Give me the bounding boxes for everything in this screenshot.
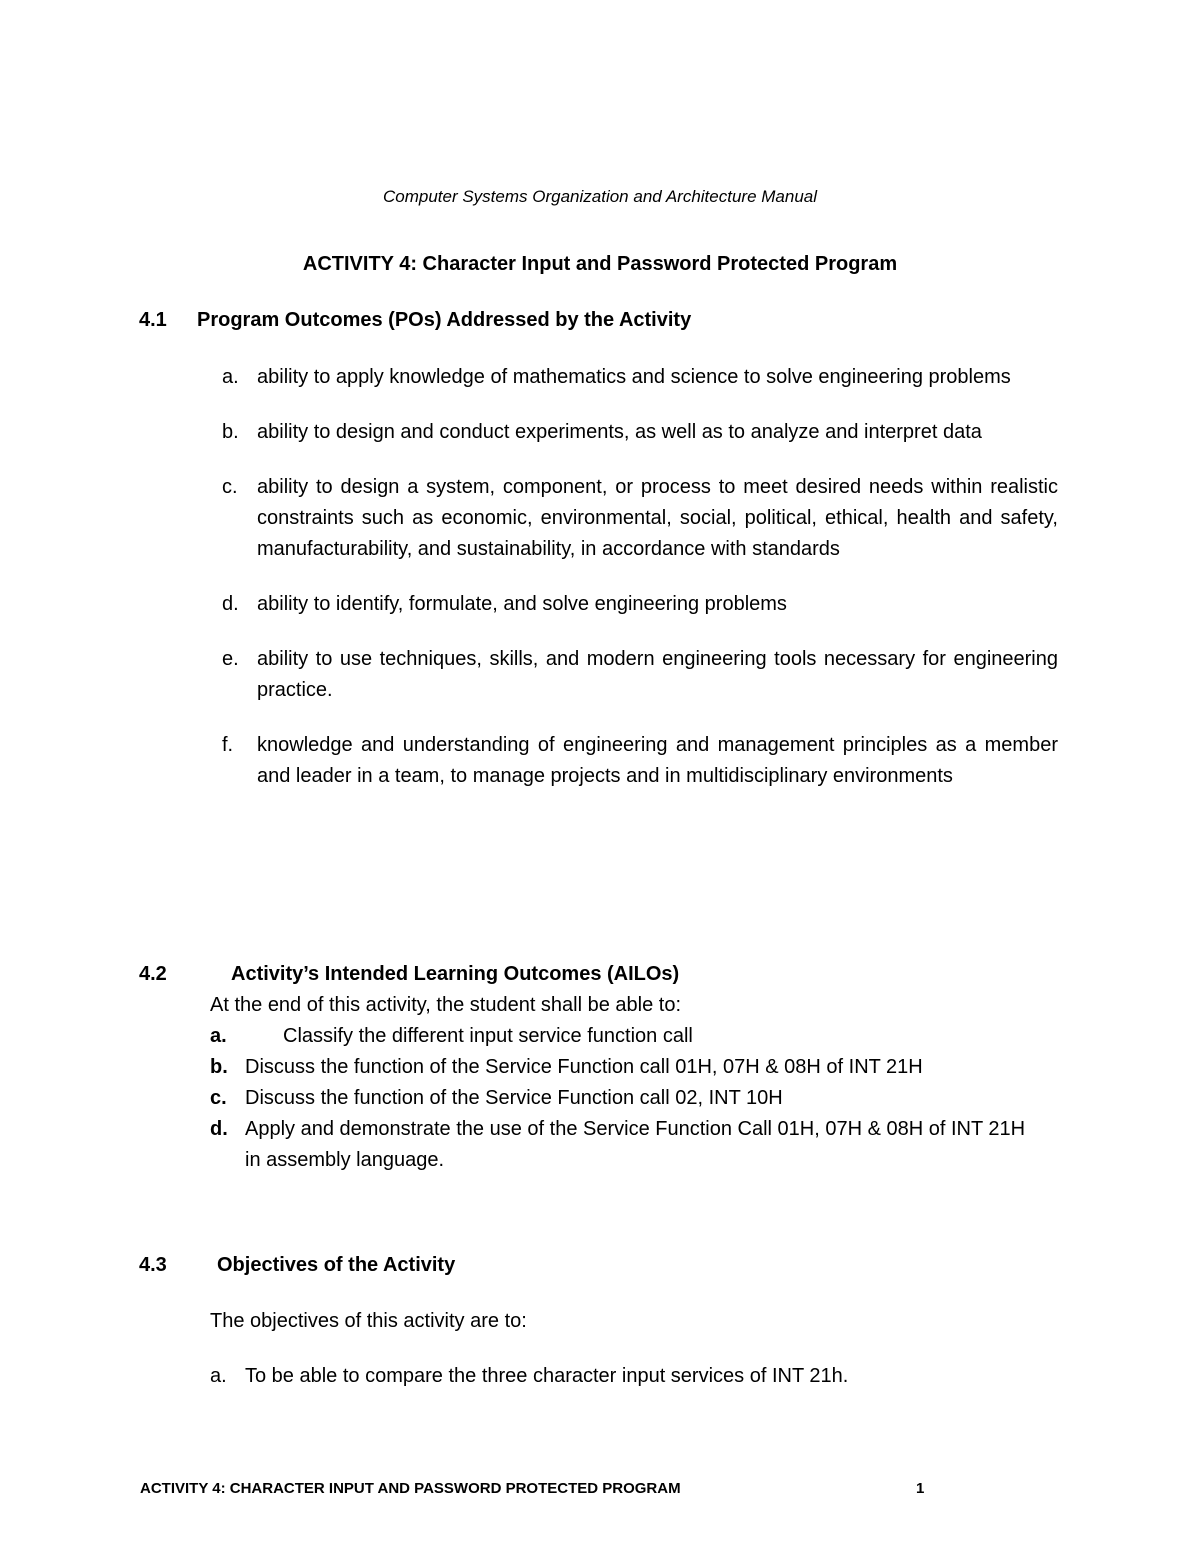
- section-2-number: 4.2: [139, 963, 167, 985]
- list-item-text: ability to design and conduct experiments, as well as to analyze and interpret data: [257, 421, 982, 443]
- list-item: [222, 362, 1058, 393]
- list-marker: e.: [222, 648, 239, 670]
- list-item-text: Apply and demonstrate the use of the Service Function Call 01H, 07H & 08H of INT 21H in assembly language.: [245, 1118, 1026, 1171]
- list-marker: b.: [210, 1056, 228, 1078]
- list-item: [210, 1052, 1010, 1083]
- list-item-text: Classify the different input service function call: [283, 1025, 693, 1047]
- list-item: [222, 472, 1058, 565]
- list-item-text: Discuss the function of the Service Function call 01H, 07H & 08H of INT 21H: [245, 1056, 923, 1078]
- section-3-number: 4.3: [139, 1254, 167, 1276]
- section-3-title: Objectives of the Activity: [217, 1254, 456, 1276]
- page-footer-text: ACTIVITY 4: CHARACTER INPUT AND PASSWORD PROTECTED PROGRAM: [140, 1480, 681, 1497]
- list-marker: c.: [210, 1087, 227, 1109]
- list-item-text: Discuss the function of the Service Function call 02, INT 10H: [245, 1087, 783, 1109]
- list-marker: d.: [210, 1118, 228, 1140]
- section-2-title: Activity’s Intended Learning Outcomes (AILOs): [231, 963, 680, 985]
- list-marker: c.: [222, 476, 238, 498]
- running-header: Computer Systems Organization and Architecture Manual: [382, 187, 817, 206]
- activity-title: ACTIVITY 4: Character Input and Password Protected Program: [302, 253, 898, 275]
- list-marker: d.: [222, 593, 239, 615]
- list-marker: a.: [222, 366, 239, 388]
- list-marker: a.: [210, 1025, 227, 1047]
- section-1-number: 4.1: [139, 309, 167, 331]
- list-item-text: knowledge and understanding of engineering and management principles as a member and leader in a team, to manage projects and in multidisciplinary environments: [257, 734, 1058, 787]
- list-item: [222, 644, 1058, 706]
- list-item: [222, 589, 1058, 620]
- list-item-text: ability to apply knowledge of mathematics and science to solve engineering problems: [257, 366, 1011, 388]
- list-item: [222, 730, 1058, 792]
- section-1-title: Program Outcomes (POs) Addressed by the Activity: [197, 309, 692, 331]
- list-item: [222, 417, 1058, 448]
- list-item: [210, 1361, 1010, 1392]
- section-2-intro: At the end of this activity, the student shall be able to:: [210, 994, 682, 1016]
- list-marker: f.: [222, 734, 234, 756]
- list-marker: b.: [222, 421, 239, 443]
- list-item: [210, 1083, 1010, 1114]
- section-3-intro: The objectives of this activity are to:: [210, 1310, 527, 1332]
- list-item-text: ability to use techniques, skills, and modern engineering tools necessary for engineering practice.: [257, 648, 1058, 701]
- list-item-text: ability to design a system, component, or process to meet desired needs within realistic constraints such as economic, environmental, social, political, ethical, health and safety, manufacturability, and sustainability, in accordance with standards: [257, 476, 1058, 560]
- page-number: 1: [916, 1480, 925, 1497]
- list-item: [210, 1114, 1040, 1176]
- list-item-text: ability to identify, formulate, and solve engineering problems: [257, 593, 787, 615]
- list-marker: a.: [210, 1365, 227, 1387]
- program-outcomes-list: [222, 362, 1058, 816]
- list-item-text: To be able to compare the three character input services of INT 21h.: [245, 1365, 849, 1387]
- list-item: [210, 1021, 1010, 1052]
